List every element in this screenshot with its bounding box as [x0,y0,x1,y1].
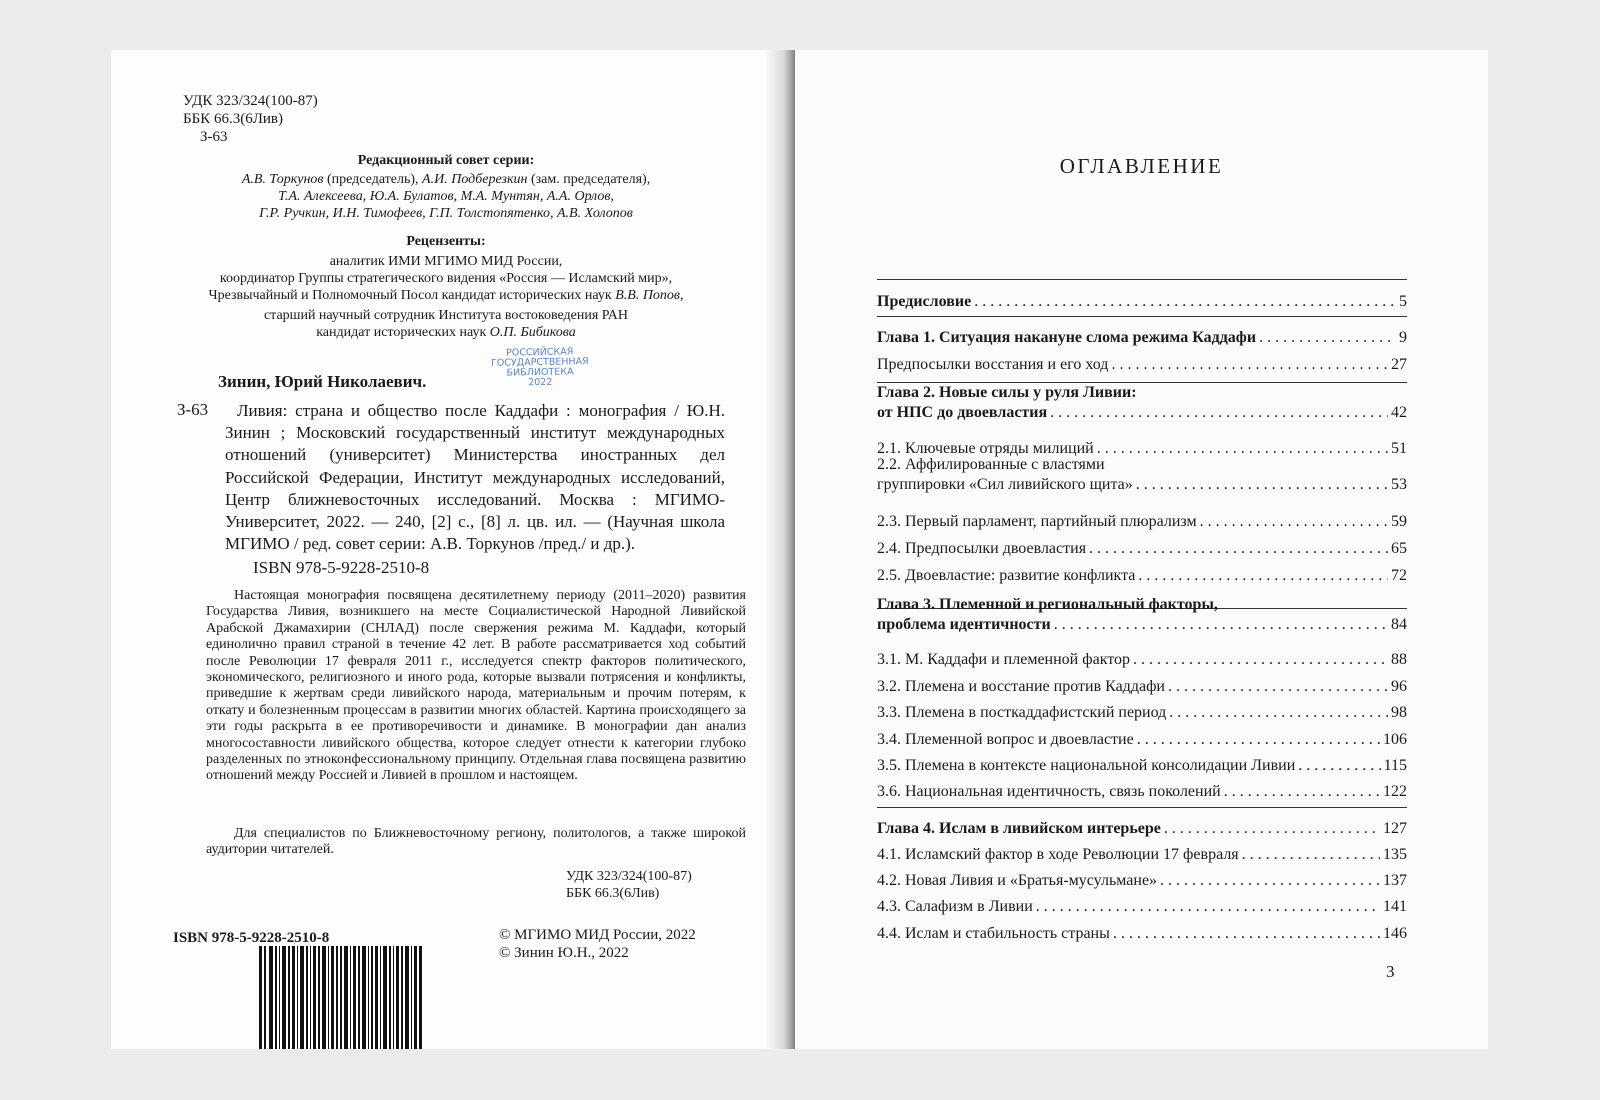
toc-leader-dots [1137,730,1380,750]
barcode-image [259,946,424,1049]
toc-entry [877,677,1407,697]
author-name: Зинин, Юрий Николаевич. [218,372,427,391]
toc-entry-page: 84 [1391,616,1407,633]
council-line-2: Т.А. Алексеева, Ю.А. Булатов, М.А. Мунтян, А.А. Орлов, [278,189,614,204]
toc-leader-dots [1054,615,1388,635]
reviewers-heading: Рецензенты: [406,234,486,249]
udk-bottom: УДК 323/324(100-87) [566,869,692,884]
toc-leader-dots [1136,475,1388,495]
toc-entry [877,782,1407,802]
biblio-code: З-63 [177,400,209,419]
toc-entry [877,355,1407,375]
toc-entry-page: 96 [1391,678,1407,695]
toc-entry-label: 2.1. Ключевые отряды милиций [877,440,1094,457]
left-page-imprint [111,50,781,1049]
code-top: З-63 [200,129,228,145]
toc-entry [877,730,1407,750]
bbk-bottom: ББК 66.3(6Лив) [566,886,660,901]
reviewer-line-4: старший научный сотрудник Института востоковедения РАН [263,308,629,323]
udk-top: УДК 323/324(100-87) [183,93,318,109]
copyright-author: © Зинин Ю.Н., 2022 [499,945,629,961]
annotation-paragraph: Настоящая монография посвящена десятилетнему периоду (2011–2020) развития Государства Ливия, возникшего на месте Социалистической Народной Ливийской Арабской Джамахирии (СНЛАД) после свержения режима М. Каддафи, который единолично правил страной в течение 42 лет. В работе рассматривается ход событий после Революции 17 февраля 2011 г., исследуется спектр факторов политического, экономического, религиозного и иного рода, которые вызвали потрясения и конфликты, приведшие к жертвам среди ливийского народа, материальным и прочим потерям, к откату и болезненным процессам в развитии многих областей. Картина происходящего за эти годы раскрыта в ее противоречивости и динамике. В монографии дан анализ многосоставности ливийского общества, которое следует отнести к категории глубоко разделенных по этноконфессиональному принципу. Отдельная глава посвящена развитию отношений между Россией и Ливией в прошлом и настоящем. [206,588,746,784]
toc-entry-page: 135 [1383,846,1407,863]
bibliographic-description: Ливия: страна и общество после Каддафи : монография / Ю.Н. Зинин ; Московский государственный институт международных отношений (университет) Министерства иностранных дел Российской Федерации, Институт международных исследований, Центр ближневосточных исследований. Москва : МГИМО-Университет, 2022. — 240, [2] с., [8] л. цв. ил. — (Научная школа МГИМО / ред. совет серии: А.В. Торкунов /пред./ и др.). [225,401,725,554]
toc-entry-label: 2.5. Двоевластие: развитие конфликта [877,567,1136,584]
toc-entry-page: 98 [1391,704,1407,721]
toc-entry-page: 53 [1391,476,1407,493]
toc-entry-page: 51 [1391,440,1407,457]
toc-entry-page: 72 [1391,567,1407,584]
toc-entry-page: 9 [1399,329,1407,346]
isbn-line: ISBN 978-5-9228-2510-8 [253,558,430,577]
toc-entry-label: 3.3. Племена в посткаддафистский период [877,704,1167,721]
toc-entry [877,328,1407,348]
toc-entry [877,819,1407,839]
right-page-contents [795,50,1488,1049]
toc-entry-label: 4.1. Исламский фактор в ходе Революции 17 февраля [877,846,1239,863]
toc-entry-heading-line: Глава 3. Племенной и региональный факторы, [877,596,1218,613]
toc-entry-label: 4.4. Ислам и стабильность страны [877,925,1110,942]
toc-entry-page: 59 [1391,513,1407,530]
toc-leader-dots [1164,819,1380,839]
toc-leader-dots [1298,756,1380,776]
toc-entry-label: 3.6. Национальная идентичность, связь поколений [877,783,1221,800]
book-spread [111,50,1488,1049]
toc-entry-page: 5 [1399,293,1407,310]
toc-entry-label: 2.3. Первый парламент, партийный плюрализм [877,513,1197,530]
reviewer-line-1: аналитик ИМИ МГИМО МИД России, [329,254,563,269]
toc-entry [877,924,1407,944]
toc-entry-heading-line: 2.2. Аффилированные с властями [877,456,1105,473]
toc-entry-page: 106 [1383,731,1407,748]
toc-entry [877,475,1407,495]
toc-entry-label: Предпосылки восстания и его ход [877,356,1109,373]
toc-leader-dots [974,292,1396,312]
toc-entry-page: 122 [1383,783,1407,800]
toc-entry [877,871,1407,891]
audience-paragraph: Для специалистов по Ближневосточному региону, политологов, а также широкой аудитории читателей. [206,826,746,858]
council-line-1: А.В. Торкунов (председатель), А.И. Подберезкин (зам. председателя), [241,172,651,187]
toc-entry [877,539,1407,559]
toc-entry [877,512,1407,532]
toc-entry-label: группировки «Сил ливийского щита» [877,476,1133,493]
toc-entry-page: 65 [1391,540,1407,557]
toc-title: ОГЛАВЛЕНИЕ [1059,154,1224,178]
council-heading: Редакционный совет серии: [357,153,535,168]
toc-entry-label: Предисловие [877,293,972,310]
reviewer-line-5: кандидат исторических наук О.П. Бибикова [316,325,576,340]
toc-entry [877,615,1407,635]
toc-entry [877,650,1407,670]
toc-entry-page: 27 [1391,356,1407,373]
toc-entry-label: 3.4. Племенной вопрос и двоевластие [877,731,1134,748]
toc-entry-label: 4.3. Салафизм в Ливии [877,898,1033,915]
toc-separator [877,316,1407,317]
bbk-top: ББК 66.3(6Лив) [183,111,284,127]
toc-entry-label: от НПС до двоевластия [877,404,1048,421]
page-number: 3 [1386,962,1395,981]
toc-leader-dots [1111,355,1388,375]
library-stamp: РОССИЙСКАЯ ГОСУДАРСТВЕННАЯ БИБЛИОТЕКА 2022 [490,346,589,389]
toc-leader-dots [1224,782,1380,802]
toc-entry-page: 137 [1383,872,1407,889]
toc-entry [877,703,1407,723]
toc-leader-dots [1160,871,1380,891]
toc-entry-label: 2.4. Предпосылки двоевластия [877,540,1087,557]
toc-entry-page: 146 [1383,925,1407,942]
toc-leader-dots [1138,566,1388,586]
toc-separator [877,807,1407,808]
toc-entry [877,897,1407,917]
council-line-3: Г.Р. Ручкин, И.Н. Тимофеев, Г.П. Толстопятенко, А.В. Холопов [259,206,633,221]
toc-leader-dots [1168,677,1388,697]
toc-entry [877,292,1407,312]
toc-entry-label: проблема идентичности [877,616,1051,633]
isbn-bold: ISBN 978-5-9228-2510-8 [173,930,330,946]
toc-entry-page: 141 [1383,898,1407,915]
toc-entry-page: 42 [1391,404,1407,421]
toc-entry [877,845,1407,865]
toc-entry-label: 3.2. Племена и восстание против Каддафи [877,678,1165,695]
toc-entry [877,566,1407,586]
toc-leader-dots [1097,439,1388,459]
toc-entry-label: Глава 1. Ситуация накануне слома режима Каддафи [877,329,1257,346]
toc-leader-dots [1259,328,1396,348]
toc-entry-label: 3.5. Племена в контексте национальной консолидации Ливии [877,757,1296,774]
toc-leader-dots [1036,897,1380,917]
copyright-mgimo: © МГИМО МИД России, 2022 [499,927,696,943]
reviewer-line-3: Чрезвычайный и Полномочный Посол кандидат исторических наук В.В. Попов, [208,288,684,303]
toc-leader-dots [1133,650,1388,670]
toc-leader-dots [1113,924,1380,944]
toc-entry-label: 4.2. Новая Ливия и «Братья-мусульмане» [877,872,1158,889]
toc-entry-page: 127 [1383,820,1407,837]
toc-entry [877,403,1407,423]
toc-leader-dots [1050,403,1388,423]
toc-leader-dots [1200,512,1388,532]
toc-entry-heading-line: Глава 2. Новые силы у руля Ливии: [877,384,1137,401]
toc-entry-page: 115 [1383,757,1407,774]
toc-separator [877,279,1407,280]
toc-entry-label: Глава 4. Ислам в ливийском интерьере [877,820,1161,837]
toc-leader-dots [1242,845,1380,865]
reviewer-line-2: координатор Группы стратегического видения «Россия — Исламский мир», [219,271,673,286]
toc-leader-dots [1089,539,1388,559]
toc-entry-label: 3.1. М. Каддафи и племенной фактор [877,651,1131,668]
toc-leader-dots [1169,703,1388,723]
toc-entry [877,756,1407,776]
toc-entry-page: 88 [1391,651,1407,668]
